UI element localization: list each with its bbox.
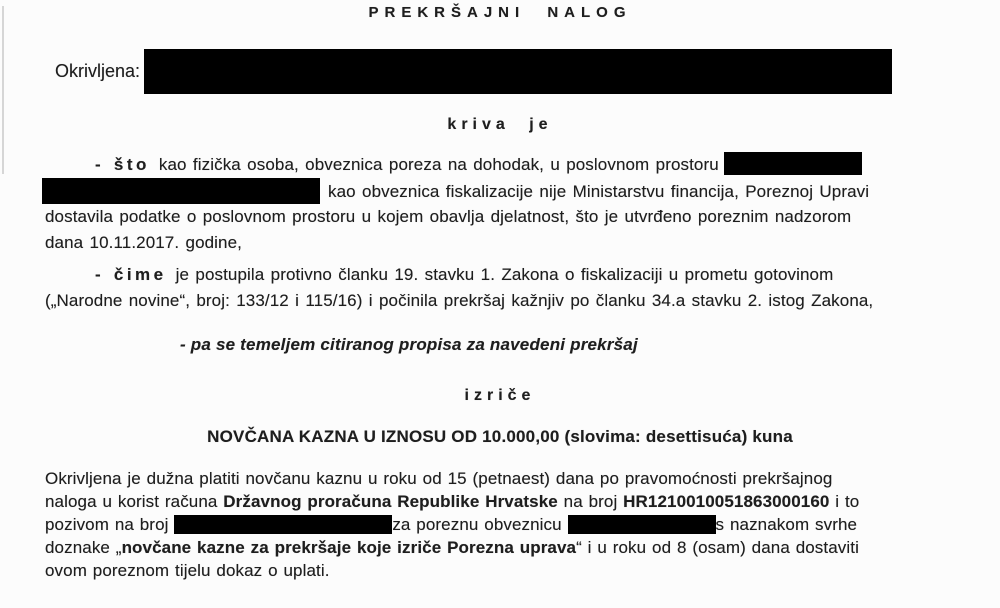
scan-edge-artifact [2, 6, 4, 174]
violation-line-1-text: je postupila protivno članku 19. stavku 1. Zakona o fiskalizaciji u prometu gotovinom [175, 265, 834, 284]
fine-amount-line: NOVČANA KAZNA U IZNOSU OD 10.000,00 (slovima: desettisuća) kuna [207, 427, 793, 446]
violation-lead: - čime [95, 265, 167, 284]
payment-line-4-pre: doznake „ [45, 538, 122, 557]
defendant-row [45, 49, 955, 94]
payment-line-3-mid: za poreznu obveznicu [392, 515, 568, 534]
payment-paragraph [45, 467, 955, 582]
payment-line-2-mid: na broj [557, 492, 624, 511]
payment-line-3-pre: pozivom na broj [45, 515, 175, 534]
defendant-label: Okrivljena: [55, 61, 141, 81]
payment-line-2-post: i to [829, 492, 860, 511]
charge-paragraph [45, 152, 955, 255]
payment-line-4 [45, 536, 955, 559]
violation-line-1 [45, 262, 955, 288]
redaction-bar-address [42, 178, 320, 204]
budget-account-name: Državnog proračuna Republike Hrvatske [223, 492, 558, 511]
guilt-heading: kriva je [447, 116, 553, 133]
payment-purpose: novčane kazne za prekršaje koje izriče Porezna uprava [121, 538, 577, 557]
payment-line-3 [45, 513, 955, 536]
charge-line-2 [45, 178, 955, 205]
payment-line-4-post: “ i u roku od 8 (osam) dana dostaviti [576, 538, 859, 557]
document-title: PREKRŠAJNI NALOG [368, 4, 632, 21]
charge-line-4: dana 10.11.2017. godine, [45, 232, 242, 252]
payment-line-3-post: s naznakom svrhe [715, 515, 858, 534]
charge-lead: - što [95, 155, 150, 174]
redaction-bar-reference-number [174, 515, 392, 534]
charge-line-1-text: kao fizička osoba, obveznica poreza na dohodak, u poslovnom prostoru [158, 155, 719, 174]
redaction-bar-taxpayer [568, 515, 716, 534]
violation-paragraph [45, 262, 955, 313]
payment-line-5: ovom poreznom tijelu dokaz o uplati. [45, 561, 330, 580]
redaction-bar-defendant [144, 49, 892, 94]
payment-line-2-pre: naloga u korist računa [45, 492, 224, 511]
charge-line-2-text: kao obveznica fiskalizacije nije Ministarstvu financija, Poreznoj Upravi [328, 181, 870, 201]
payment-line-1: Okrivljena je dužna platiti novčanu kaznu u roku od 15 (petnaest) dana po pravomoćnosti prekršajnog [45, 469, 833, 488]
iban-number: HR1210010051863000160 [623, 492, 830, 511]
violation-line-2: („Narodne novine“, broj: 133/12 i 115/16) i počinila prekršaj kažnjiv po članku 34.a stavku 2. istog Zakona, [45, 290, 874, 310]
basis-line: - pa se temeljem citiranog propisa za navedeni prekršaj [180, 335, 638, 354]
payment-line-2 [45, 490, 955, 513]
charge-line-3: dostavila podatke o poslovnom prostoru u kojem obavlja djelatnost, što je utvrđeno poreznim nadzorom [45, 207, 852, 226]
pronounce-heading: izriče [464, 387, 536, 404]
redaction-bar-premises [724, 152, 862, 175]
charge-line-1 [45, 152, 955, 178]
